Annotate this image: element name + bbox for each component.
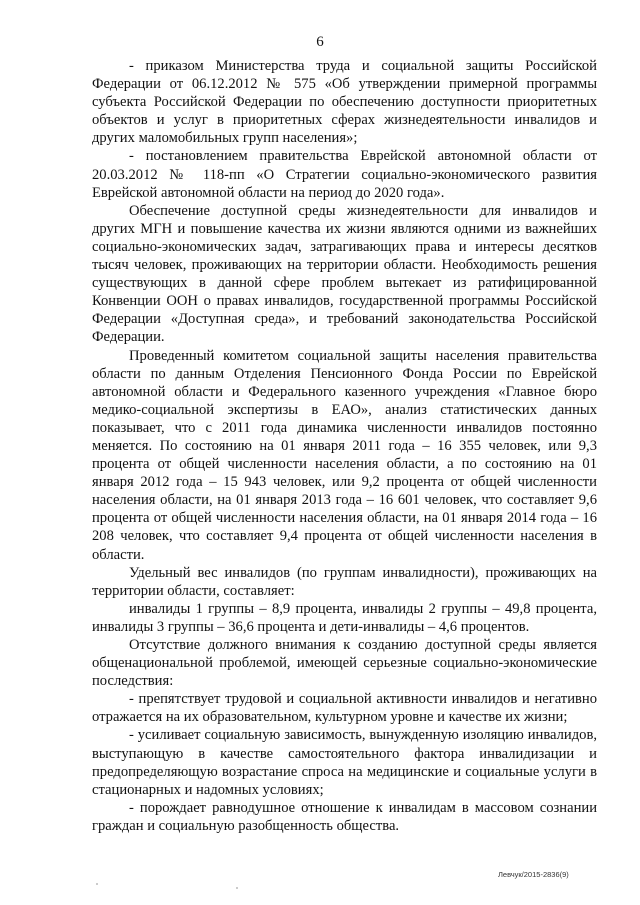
paragraph-consequence-dependency: - усиливает социальную зависимость, вынужденную изоляцию инвалидов, выступающую в качестве самостоятельного фактора инвалидизации и предопределяющую возрастание спроса на медицинские и социальные услуги в стационарных и надомных условиях;	[92, 727, 597, 798]
paragraph-disability-groups-intro: Удельный вес инвалидов (по группам инвалидности), проживающих на территории области, составляет:	[92, 564, 597, 599]
paragraph-consequence-activity: - препятствует трудовой и социальной активности инвалидов и негативно отражается на их образовательном, культурном уровне и качестве их жизни;	[92, 691, 597, 726]
document-body	[92, 57, 597, 835]
paragraph-government-resolution: - постановлением правительства Еврейской автономной области от 20.03.2012 № 118-пп «О Стратегии социально-экономического развития Еврейской автономной области на период до 2020 года».	[92, 148, 597, 201]
scan-speck	[96, 883, 98, 885]
paragraph-ministry-order: - приказом Министерства труда и социальной защиты Российской Федерации от 06.12.2012 № 575 «Об утверждении примерной программы субъекта Российской Федерации по обеспечению доступности приоритетных объектов и услуг в приоритетных сферах жизнедеятельности инвалидов и других маломобильных групп населения»;	[92, 58, 597, 147]
paragraph-consequence-indifference: - порождает равнодушное отношение к инвалидам в массовом сознании граждан и социальную разобщенность общества.	[92, 799, 597, 834]
scan-speck	[236, 887, 238, 889]
paragraph-consequences-intro: Отсутствие должного внимания к созданию доступной среды является общенациональной проблемой, имеющей серьезные социально-экономические последствия:	[92, 637, 597, 690]
paragraph-disability-groups-values: инвалиды 1 группы – 8,9 процента, инвалиды 2 группы – 49,8 процента, инвалиды 3 группы – 36,6 процента и дети-инвалиды – 4,6 процентов.	[92, 600, 597, 635]
paragraph-statistics-analysis: Проведенный комитетом социальной защиты населения правительства области по данным Отделения Пенсионного Фонда России по Еврейской автономной области и Федерального казенного учреждения «Главное бюро медико-социальной экспертизы в ЕАО», анализ статистических данных показывает, что с 2011 года динамика численности инвалидов постоянно меняется. По состоянию на 01 января 2011 года – 16 355 человек, или 9,3 процента от общей численности населения области, а по состоянию на 01 января 2012 года – 15 943 человек, или 9,2 процента от общей численности населения области, на 01 января 2013 года – 16 601 человек, что составляет 9,6 процента от общей численности населения области, на 01 января 2014 года – 16 208 человек, что составляет 9,4 процента от общей численности населения в области.	[92, 347, 597, 563]
paragraph-accessible-environment: Обеспечение доступной среды жизнедеятельности для инвалидов и других МГН и повышение качества их жизни являются одними из важнейших социально-экономических задач, затрагивающих права и интересы десятков тысяч человек, проживающих на территории области. Необходимость решения существующих в данной сфере проблем вытекает из ратифицированной Конвенции ООН о правах инвалидов, государственной программы Российской Федерации «Доступная среда», и требований законодательства Российской Федерации.	[92, 202, 597, 346]
page-number: 6	[316, 34, 324, 50]
signature-stamp: Левчук/2015-2836(9)	[498, 870, 569, 879]
